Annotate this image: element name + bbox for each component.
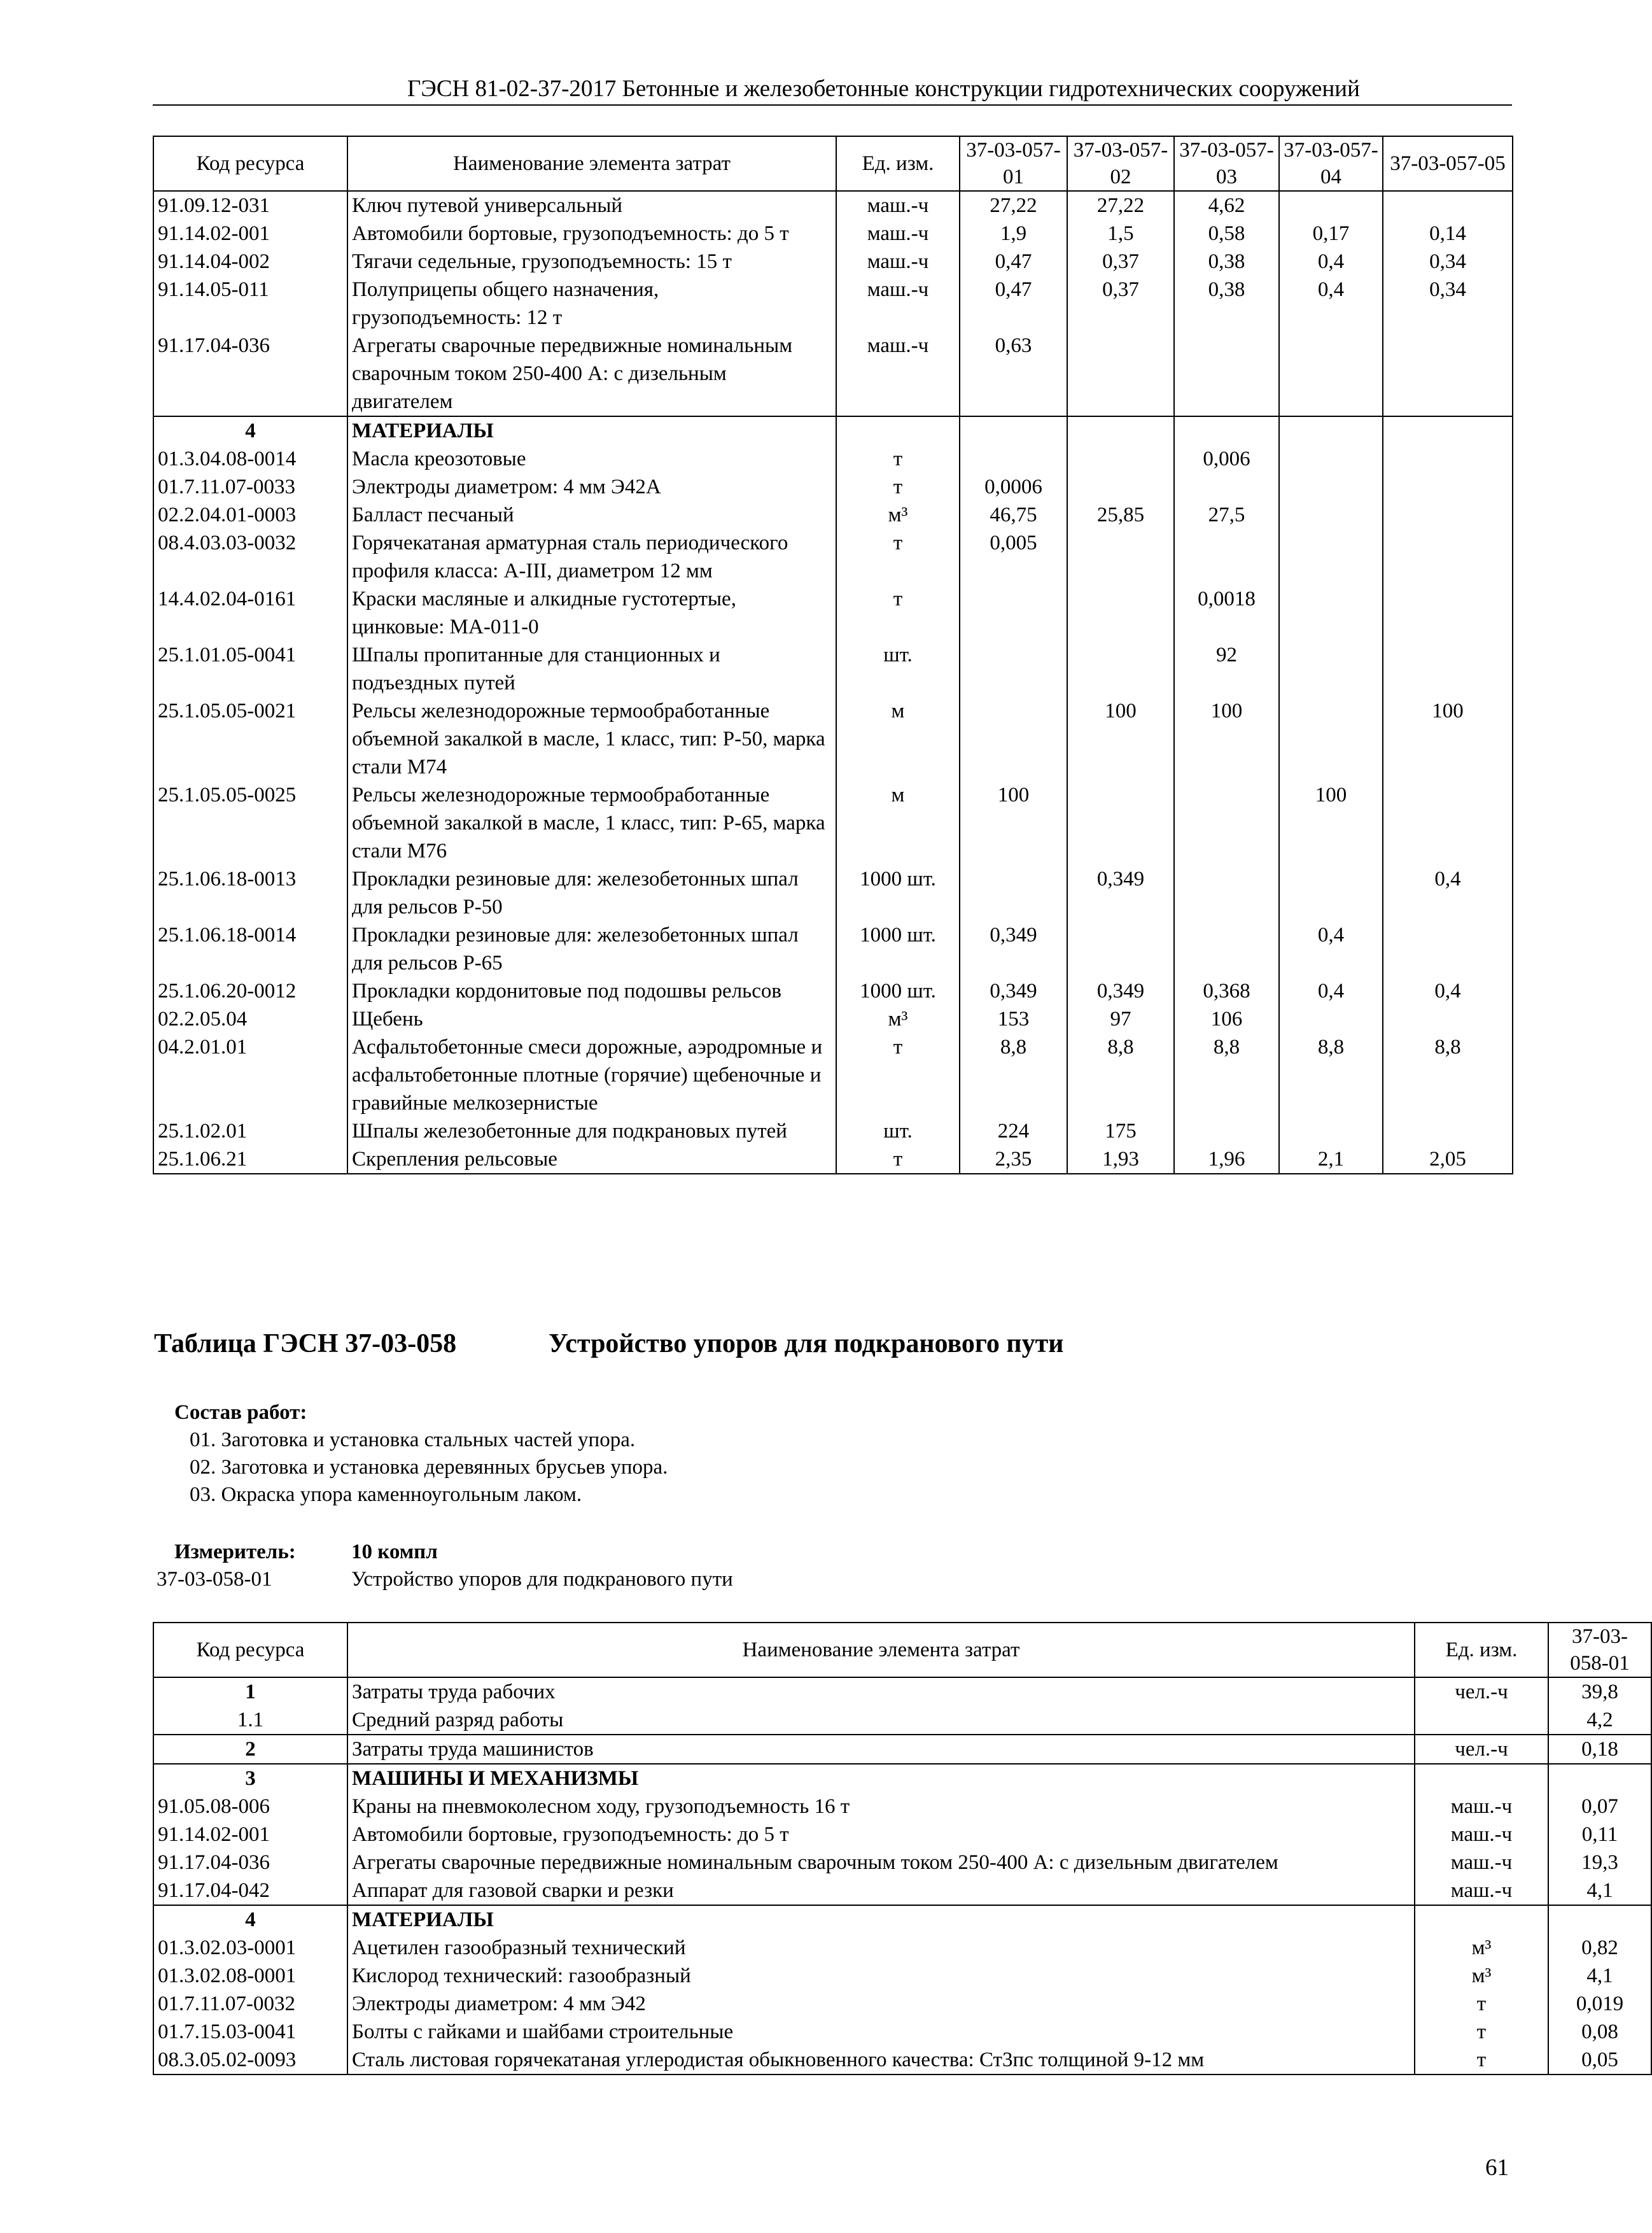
resource-unit: м³	[1415, 1962, 1548, 1990]
table-row	[153, 1764, 1651, 1793]
value-cell: 0,349	[960, 977, 1067, 1005]
resource-name: Тягачи седельные, грузоподъемность: 15 т	[347, 248, 836, 276]
table-row	[153, 276, 1513, 332]
value-cell: 4,1	[1548, 1877, 1651, 1905]
table-row	[153, 1793, 1651, 1821]
value-cell	[1383, 585, 1513, 641]
resource-code: 25.1.06.20-0012	[153, 977, 347, 1005]
value-cell: 175	[1067, 1117, 1174, 1145]
resource-unit: м³	[1415, 1934, 1548, 1962]
value-cell	[1383, 191, 1513, 220]
value-cell: 0,63	[960, 332, 1067, 416]
value-cell	[1067, 416, 1174, 445]
resource-name: МАТЕРИАЛЫ	[347, 416, 836, 445]
work-item-1: 01. Заготовка и установка стальных частей упора.	[190, 1428, 636, 1451]
resource-name: Щебень	[347, 1005, 836, 1033]
table-row	[153, 1735, 1651, 1764]
table-row	[153, 2046, 1651, 2075]
resource-code: 1	[153, 1677, 347, 1706]
resource-name: Электроды диаметром: 4 мм Э42	[347, 1990, 1415, 2018]
resource-name: Полуприцепы общего назначения, грузоподъемность: 12 т	[347, 276, 836, 332]
resource-unit: маш.-ч	[1415, 1877, 1548, 1905]
resource-name: МАШИНЫ И МЕХАНИЗМЫ	[347, 1764, 1415, 1793]
work-heading: Состав работ:	[174, 1401, 307, 1424]
value-cell	[1279, 501, 1383, 529]
table-caption-title: Устройство упоров для подкранового пути	[549, 1329, 1064, 1358]
value-cell	[1279, 1117, 1383, 1145]
resource-code: 04.2.01.01	[153, 1033, 347, 1117]
resource-name: Средний разряд работы	[347, 1706, 1415, 1735]
value-cell: 224	[960, 1117, 1067, 1145]
value-cell: 0,18	[1548, 1735, 1651, 1764]
value-cell: 0,14	[1383, 220, 1513, 248]
resource-unit: маш.-ч	[836, 220, 960, 248]
value-cell: 0,05	[1548, 2046, 1651, 2075]
value-cell	[1383, 473, 1513, 501]
col-header-unit: Ед. изм.	[836, 136, 960, 191]
table-row	[153, 1145, 1513, 1174]
resource-code: 91.05.08-006	[153, 1793, 347, 1821]
value-cell	[1548, 1905, 1651, 1934]
resource-unit: м	[836, 781, 960, 865]
value-cell	[1279, 416, 1383, 445]
value-cell	[1174, 416, 1279, 445]
value-cell: 0,58	[1174, 220, 1279, 248]
resource-code: 25.1.02.01	[153, 1117, 347, 1145]
value-cell: 0,0006	[960, 473, 1067, 501]
table-row	[153, 501, 1513, 529]
table-row	[153, 248, 1513, 276]
value-cell	[1279, 585, 1383, 641]
resource-code: 4	[153, 1905, 347, 1934]
value-cell: 0,37	[1067, 276, 1174, 332]
measure-code: 37-03-058-01	[157, 1568, 272, 1591]
col-header-name: Наименование элемента затрат	[347, 1623, 1415, 1677]
value-cell: 0,4	[1279, 248, 1383, 276]
value-cell: 100	[1383, 697, 1513, 781]
value-cell	[960, 416, 1067, 445]
value-cell: 27,5	[1174, 501, 1279, 529]
resource-name: МАТЕРИАЛЫ	[347, 1905, 1415, 1934]
value-cell: 0,005	[960, 529, 1067, 585]
resource-code: 01.7.15.03-0041	[153, 2018, 347, 2046]
value-cell: 0,17	[1279, 220, 1383, 248]
resource-unit: маш.-ч	[1415, 1821, 1548, 1849]
table-row	[153, 1005, 1513, 1033]
value-cell	[960, 865, 1067, 921]
table-row	[153, 1677, 1651, 1706]
value-cell	[1279, 697, 1383, 781]
resource-code: 08.3.05.02-0093	[153, 2046, 347, 2075]
value-cell: 8,8	[960, 1033, 1067, 1117]
value-cell	[1383, 641, 1513, 697]
value-cell: 97	[1067, 1005, 1174, 1033]
resource-unit: т	[836, 445, 960, 473]
resource-name: Балласт песчаный	[347, 501, 836, 529]
value-cell	[1067, 641, 1174, 697]
value-cell: 1,93	[1067, 1145, 1174, 1174]
table-row	[153, 865, 1513, 921]
value-cell	[1067, 529, 1174, 585]
value-cell	[1279, 445, 1383, 473]
value-cell	[1383, 781, 1513, 865]
value-cell: 0,349	[1067, 865, 1174, 921]
value-cell: 8,8	[1279, 1033, 1383, 1117]
value-cell	[1279, 529, 1383, 585]
table-row	[153, 1877, 1651, 1905]
resource-code: 01.3.04.08-0014	[153, 445, 347, 473]
resource-unit	[836, 416, 960, 445]
value-cell	[1279, 473, 1383, 501]
table-row	[153, 1990, 1651, 2018]
resource-name: Шпалы пропитанные для станционных и подъездных путей	[347, 641, 836, 697]
resource-code: 02.2.04.01-0003	[153, 501, 347, 529]
table-row	[153, 697, 1513, 781]
resource-name: Рельсы железнодорожные термообработанные объемной закалкой в масле, 1 класс, тип: Р-65, марка стали М76	[347, 781, 836, 865]
resource-unit: т	[836, 585, 960, 641]
value-cell	[1383, 1005, 1513, 1033]
resource-code: 91.14.02-001	[153, 1821, 347, 1849]
value-cell	[1383, 445, 1513, 473]
resource-code: 91.17.04-036	[153, 332, 347, 416]
value-cell: 100	[1279, 781, 1383, 865]
resource-unit: т	[836, 1033, 960, 1117]
resource-code: 91.14.04-002	[153, 248, 347, 276]
table-row	[153, 416, 1513, 445]
resource-unit: маш.-ч	[1415, 1849, 1548, 1877]
resource-code: 91.14.02-001	[153, 220, 347, 248]
resource-name: Асфальтобетонные смеси дорожные, аэродромные и асфальтобетонные плотные (горячие) щебеночные и гравийные мелкозернистые	[347, 1033, 836, 1117]
measure-description: Устройство упоров для подкранового пути	[351, 1568, 733, 1591]
table-row	[153, 641, 1513, 697]
col-header-057-01: 37-03-057-01	[960, 136, 1067, 191]
value-cell: 27,22	[960, 191, 1067, 220]
table-row	[153, 1849, 1651, 1877]
value-cell: 8,8	[1067, 1033, 1174, 1117]
resource-unit: чел.-ч	[1415, 1677, 1548, 1706]
resource-code: 3	[153, 1764, 347, 1793]
resource-name: Ключ путевой универсальный	[347, 191, 836, 220]
value-cell	[1548, 1764, 1651, 1793]
resource-name: Затраты труда машинистов	[347, 1735, 1415, 1764]
resource-unit	[1415, 1764, 1548, 1793]
table-row	[153, 1934, 1651, 1962]
value-cell: 2,1	[1279, 1145, 1383, 1174]
value-cell: 92	[1174, 641, 1279, 697]
table-body	[153, 191, 1513, 1174]
col-header-057-03: 37-03-057-03	[1174, 136, 1279, 191]
resource-unit: маш.-ч	[836, 248, 960, 276]
value-cell: 0,34	[1383, 248, 1513, 276]
resource-unit: т	[1415, 2018, 1548, 2046]
resource-unit: т	[836, 529, 960, 585]
resource-name: Прокладки резиновые для: железобетонных шпал для рельсов Р-50	[347, 865, 836, 921]
value-cell: 1,9	[960, 220, 1067, 248]
table-row	[153, 1033, 1513, 1117]
resource-code: 01.7.11.07-0032	[153, 1990, 347, 2018]
value-cell	[1067, 445, 1174, 473]
resource-unit: т	[836, 473, 960, 501]
value-cell	[1279, 865, 1383, 921]
table-header-row	[153, 136, 1513, 191]
resource-name: Прокладки резиновые для: железобетонных шпал для рельсов Р-65	[347, 921, 836, 977]
table-body	[153, 1677, 1651, 2075]
resource-code: 91.17.04-042	[153, 1877, 347, 1905]
value-cell: 100	[1174, 697, 1279, 781]
value-cell	[1279, 332, 1383, 416]
value-cell: 8,8	[1383, 1033, 1513, 1117]
resource-name: Краски масляные и алкидные густотертые, цинковые: МА-011-0	[347, 585, 836, 641]
resource-name: Рельсы железнодорожные термообработанные объемной закалкой в масле, 1 класс, тип: Р-50, марка стали М74	[347, 697, 836, 781]
resource-name: Краны на пневмоколесном ходу, грузоподъемность 16 т	[347, 1793, 1415, 1821]
table-row	[153, 1821, 1651, 1849]
resource-code: 2	[153, 1735, 347, 1764]
resource-code: 08.4.03.03-0032	[153, 529, 347, 585]
resource-unit: шт.	[836, 1117, 960, 1145]
resource-name: Скрепления рельсовые	[347, 1145, 836, 1174]
value-cell: 0,368	[1174, 977, 1279, 1005]
value-cell	[960, 585, 1067, 641]
value-cell: 1,96	[1174, 1145, 1279, 1174]
resource-name: Автомобили бортовые, грузоподъемность: до 5 т	[347, 1821, 1415, 1849]
value-cell: 0,08	[1548, 2018, 1651, 2046]
resource-unit: маш.-ч	[1415, 1793, 1548, 1821]
resource-code: 01.3.02.08-0001	[153, 1962, 347, 1990]
value-cell	[1279, 641, 1383, 697]
value-cell	[1174, 529, 1279, 585]
value-cell: 4,62	[1174, 191, 1279, 220]
resource-name: Электроды диаметром: 4 мм Э42А	[347, 473, 836, 501]
value-cell: 0,11	[1548, 1821, 1651, 1849]
measure-label: Измеритель:	[174, 1540, 296, 1563]
resource-code: 25.1.05.05-0021	[153, 697, 347, 781]
resource-unit: м³	[836, 501, 960, 529]
value-cell	[960, 445, 1067, 473]
resource-unit	[1415, 1905, 1548, 1934]
resource-name: Шпалы железобетонные для подкрановых путей	[347, 1117, 836, 1145]
resource-code: 01.7.11.07-0033	[153, 473, 347, 501]
value-cell: 25,85	[1067, 501, 1174, 529]
value-cell: 2,05	[1383, 1145, 1513, 1174]
table-row	[153, 529, 1513, 585]
value-cell: 0,07	[1548, 1793, 1651, 1821]
resource-unit: т	[1415, 2046, 1548, 2075]
page-header-title: ГЭСН 81-02-37-2017 Бетонные и железобетонные конструкции гидротехнических сооружений	[407, 76, 1360, 102]
resource-code: 4	[153, 416, 347, 445]
resource-code: 91.14.05-011	[153, 276, 347, 332]
table-row	[153, 220, 1513, 248]
col-header-unit: Ед. изм.	[1415, 1623, 1548, 1677]
value-cell: 0,82	[1548, 1934, 1651, 1962]
value-cell: 0,4	[1279, 276, 1383, 332]
resource-unit: шт.	[836, 641, 960, 697]
value-cell	[1067, 921, 1174, 977]
resource-name: Агрегаты сварочные передвижные номинальным сварочным током 250-400 А: с дизельным двигателем	[347, 1849, 1415, 1877]
resource-unit: маш.-ч	[836, 332, 960, 416]
resource-code: 25.1.06.18-0013	[153, 865, 347, 921]
value-cell: 100	[1067, 697, 1174, 781]
resource-code: 25.1.06.18-0014	[153, 921, 347, 977]
value-cell: 153	[960, 1005, 1067, 1033]
value-cell	[1174, 473, 1279, 501]
value-cell: 0,47	[960, 248, 1067, 276]
value-cell	[1383, 501, 1513, 529]
resource-unit: маш.-ч	[836, 191, 960, 220]
table-row	[153, 1706, 1651, 1735]
value-cell	[1174, 921, 1279, 977]
resource-name: Масла креозотовые	[347, 445, 836, 473]
table-row	[153, 473, 1513, 501]
table-row	[153, 2018, 1651, 2046]
value-cell	[1067, 473, 1174, 501]
resource-name: Ацетилен газообразный технический	[347, 1934, 1415, 1962]
measure-value: 10 компл	[351, 1540, 438, 1563]
value-cell: 0,4	[1383, 977, 1513, 1005]
resource-name: Кислород технический: газообразный	[347, 1962, 1415, 1990]
col-header-057-05: 37-03-057-05	[1383, 136, 1513, 191]
value-cell: 100	[960, 781, 1067, 865]
col-header-057-04: 37-03-057-04	[1279, 136, 1383, 191]
value-cell	[1383, 332, 1513, 416]
value-cell	[1067, 585, 1174, 641]
value-cell	[1174, 1117, 1279, 1145]
value-cell: 0,34	[1383, 276, 1513, 332]
resource-code: 1.1	[153, 1706, 347, 1735]
resource-code: 91.09.12-031	[153, 191, 347, 220]
table-row	[153, 585, 1513, 641]
table-row	[153, 445, 1513, 473]
resource-unit: 1000 шт.	[836, 865, 960, 921]
value-cell: 4,1	[1548, 1962, 1651, 1990]
table-row	[153, 781, 1513, 865]
resource-unit: маш.-ч	[836, 276, 960, 332]
resource-unit: 1000 шт.	[836, 921, 960, 977]
value-cell	[1174, 781, 1279, 865]
table-header-row	[153, 1623, 1651, 1677]
resource-code: 25.1.06.21	[153, 1145, 347, 1174]
table-row	[153, 191, 1513, 220]
value-cell: 2,35	[960, 1145, 1067, 1174]
value-cell: 4,2	[1548, 1706, 1651, 1735]
value-cell: 0,349	[1067, 977, 1174, 1005]
value-cell: 0,0018	[1174, 585, 1279, 641]
resource-code: 91.17.04-036	[153, 1849, 347, 1877]
value-cell: 0,349	[960, 921, 1067, 977]
resource-code: 01.3.02.03-0001	[153, 1934, 347, 1962]
value-cell: 0,006	[1174, 445, 1279, 473]
resource-name: Агрегаты сварочные передвижные номинальным сварочным током 250-400 А: с дизельным двигателем	[347, 332, 836, 416]
col-header-058-01: 37-03-058-01	[1548, 1623, 1651, 1677]
table-37-03-058-resources	[153, 1622, 1652, 2075]
value-cell	[1383, 529, 1513, 585]
value-cell: 0,4	[1383, 865, 1513, 921]
value-cell	[960, 641, 1067, 697]
work-item-2: 02. Заготовка и установка деревянных брусьев упора.	[190, 1456, 668, 1479]
table-row	[153, 921, 1513, 977]
value-cell: 0,4	[1279, 921, 1383, 977]
value-cell	[1383, 921, 1513, 977]
resource-unit: 1000 шт.	[836, 977, 960, 1005]
value-cell	[1174, 332, 1279, 416]
value-cell	[1383, 1117, 1513, 1145]
resource-name: Затраты труда рабочих	[347, 1677, 1415, 1706]
value-cell: 0,47	[960, 276, 1067, 332]
value-cell	[960, 697, 1067, 781]
col-header-code: Код ресурса	[153, 136, 347, 191]
resource-unit: чел.-ч	[1415, 1735, 1548, 1764]
table-row	[153, 1962, 1651, 1990]
col-header-057-02: 37-03-057-02	[1067, 136, 1174, 191]
value-cell: 0,4	[1279, 977, 1383, 1005]
value-cell	[1279, 1005, 1383, 1033]
table-caption-number: Таблица ГЭСН 37-03-058	[154, 1329, 457, 1358]
col-header-name: Наименование элемента затрат	[347, 136, 836, 191]
value-cell: 46,75	[960, 501, 1067, 529]
table-row	[153, 977, 1513, 1005]
resource-code: 14.4.02.04-0161	[153, 585, 347, 641]
value-cell: 106	[1174, 1005, 1279, 1033]
table-row	[153, 332, 1513, 416]
resource-name: Горячекатаная арматурная сталь периодического профиля класса: А-III, диаметром 12 мм	[347, 529, 836, 585]
resource-name: Аппарат для газовой сварки и резки	[347, 1877, 1415, 1905]
value-cell	[1067, 781, 1174, 865]
value-cell: 0,019	[1548, 1990, 1651, 2018]
resource-unit: т	[836, 1145, 960, 1174]
resource-code: 02.2.05.04	[153, 1005, 347, 1033]
resource-name: Болты с гайками и шайбами строительные	[347, 2018, 1415, 2046]
value-cell	[1174, 865, 1279, 921]
resource-name: Автомобили бортовые, грузоподъемность: до 5 т	[347, 220, 836, 248]
header-rule	[153, 104, 1512, 106]
table-row	[153, 1117, 1513, 1145]
table-row	[153, 1905, 1651, 1934]
value-cell: 19,3	[1548, 1849, 1651, 1877]
value-cell: 39,8	[1548, 1677, 1651, 1706]
value-cell: 0,38	[1174, 276, 1279, 332]
value-cell: 27,22	[1067, 191, 1174, 220]
work-item-3: 03. Окраска упора каменноугольным лаком.	[190, 1483, 582, 1506]
resource-name: Прокладки кордонитовые под подошвы рельсов	[347, 977, 836, 1005]
value-cell: 0,37	[1067, 248, 1174, 276]
resource-unit	[1415, 1706, 1548, 1735]
value-cell: 0,38	[1174, 248, 1279, 276]
resource-unit: т	[1415, 1990, 1548, 2018]
value-cell	[1067, 332, 1174, 416]
page-number: 61	[1485, 2155, 1509, 2181]
resource-name: Сталь листовая горячекатаная углеродистая обыкновенного качества: Ст3пс толщиной 9-12 мм	[347, 2046, 1415, 2075]
value-cell	[1279, 191, 1383, 220]
col-header-code: Код ресурса	[153, 1623, 347, 1677]
table-37-03-057-resources	[153, 136, 1513, 1174]
value-cell: 1,5	[1067, 220, 1174, 248]
resource-unit: м	[836, 697, 960, 781]
resource-code: 25.1.05.05-0025	[153, 781, 347, 865]
value-cell	[1383, 416, 1513, 445]
value-cell: 8,8	[1174, 1033, 1279, 1117]
resource-code: 25.1.01.05-0041	[153, 641, 347, 697]
resource-unit: м³	[836, 1005, 960, 1033]
